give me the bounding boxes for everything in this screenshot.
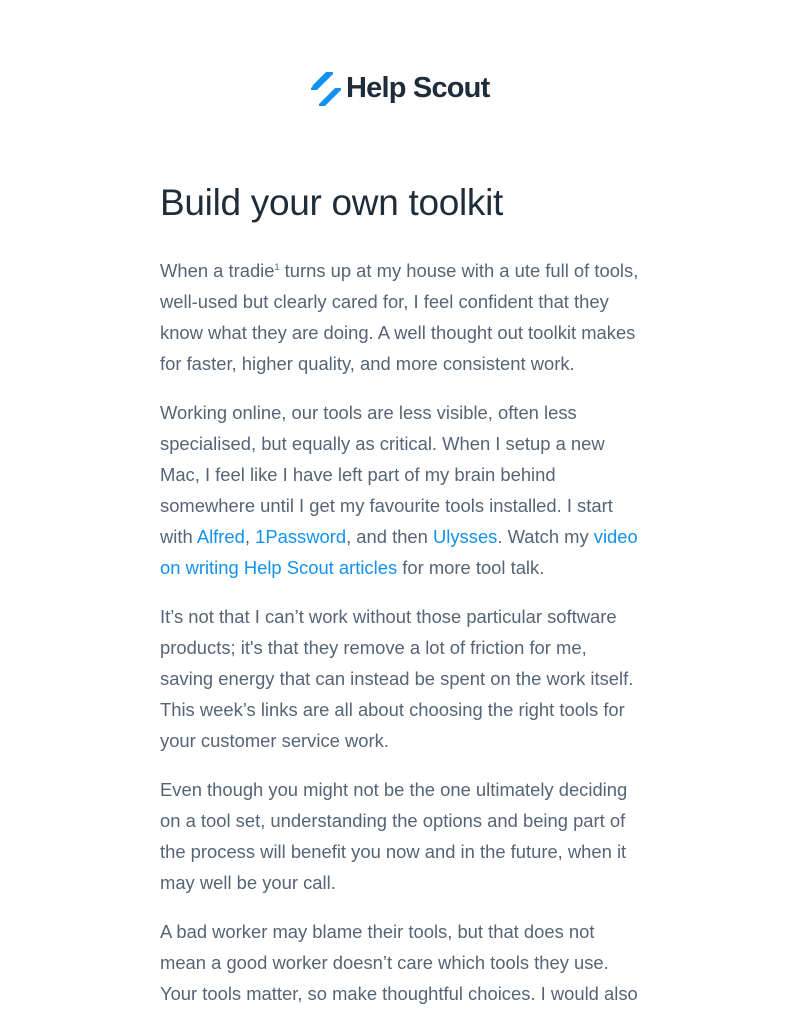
footnote-ref[interactable]: 1 — [274, 262, 280, 272]
text: When a tradie — [160, 260, 275, 281]
link-1password[interactable]: 1Password — [255, 526, 347, 547]
paragraph-1 — [160, 255, 644, 379]
paragraph-4: Even though you might not be the one ultimately deciding on a tool set, understanding the options and being part of the process will benefit you now and in the future, when it may well be your call. — [160, 779, 628, 893]
text: turns up at my house with a ute full of tools, well-used but clearly cared for, I feel confident that they know what they are doing. A well thought out toolkit makes for faster, higher quality, and more consistent work. — [160, 260, 639, 374]
paragraph-5: A bad worker may blame their tools, but that does not mean a good worker doesn’t care which tools they use. Your tools matter, so make thoughtful choices. I would also — [160, 921, 638, 1004]
article-body — [160, 255, 644, 1027]
help-scout-logo-icon — [310, 70, 342, 106]
text: for more tool talk. — [397, 557, 545, 578]
paragraph-3: It’s not that I can’t work without those particular software products; it's that they remove a lot of friction for me, saving energy that can instead be spent on the work itself. This week’s links are all about choosing the right tools for your customer service work. — [160, 606, 634, 751]
link-ulysses[interactable]: Ulysses — [433, 526, 498, 547]
paragraph-2 — [160, 397, 644, 583]
page-title: Build your own toolkit — [160, 182, 504, 223]
link-video[interactable]: video on writing Help Scout articles — [160, 526, 638, 578]
help-scout-logo[interactable] — [310, 70, 490, 106]
text: , — [244, 526, 256, 547]
text: Working online, our tools are less visible, often less specialised, but equally as critical. When I setup a new Mac, I feel like I have left part of my brain behind somewhere until I get my favourite tools installed. I start with — [160, 402, 613, 547]
text: . Watch my — [497, 526, 594, 547]
text: , and then — [346, 526, 433, 547]
link-alfred[interactable]: Alfred — [196, 526, 245, 547]
brand-name: Help Scout — [346, 72, 490, 104]
